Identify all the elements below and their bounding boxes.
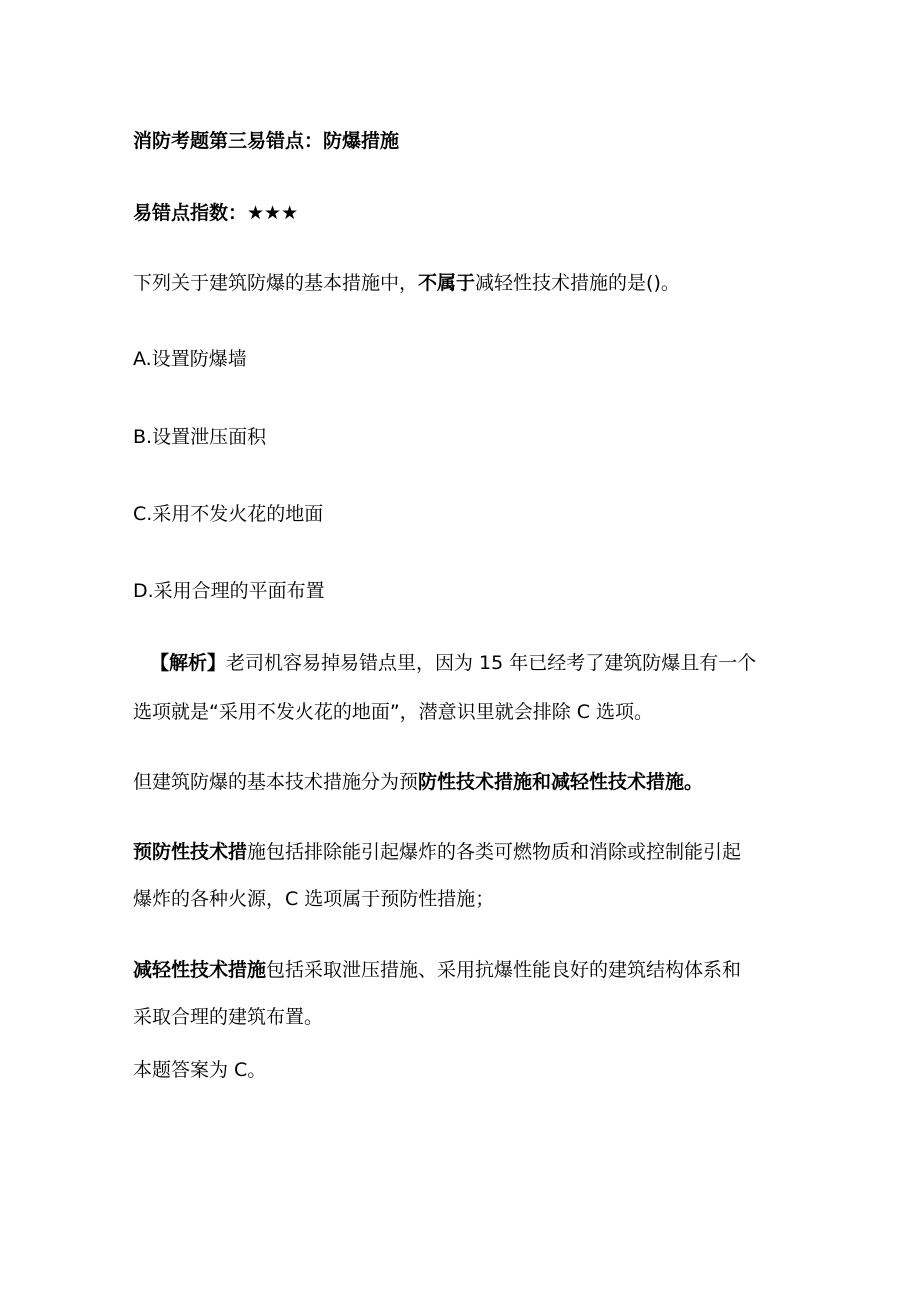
answer-text: 本题答案为 C。 [133, 1059, 267, 1081]
question-suffix: 减轻性技术措施的是()。 [475, 272, 680, 294]
difficulty-label: 易错点指数： [133, 202, 248, 224]
paragraph-prevention-line-1 [133, 840, 793, 864]
analysis-line-2: 选项就是“采用不发火花的地面”，潜意识里就会排除 C 选项。 [133, 701, 654, 723]
option-a: A.设置防爆墙 [133, 348, 247, 370]
option-c: C.采用不发火花的地面 [133, 503, 324, 525]
paragraph-mitigation-line-2: 采取合理的建筑布置。 [133, 1006, 324, 1028]
difficulty-rating [133, 201, 793, 225]
question-emphasis: 不属于 [418, 272, 476, 294]
analysis-label: 【解析】 [150, 652, 227, 674]
prevention-text-1: 施包括排除能引起爆炸的各类可燃物质和消除或控制能引起 [247, 841, 742, 863]
option-b: B.设置泄压面积 [133, 426, 267, 448]
paragraph-prevention-line-2: 爆炸的各种火源，C 选项属于预防性措施； [133, 888, 495, 910]
option-d: D.采用合理的平面布置 [133, 580, 325, 602]
paragraph-categories-prefix: 但建筑防爆的基本技术措施分为预 [133, 771, 419, 793]
analysis-text-1: 老司机容易掉易错点里，因为 15 年已经考了建筑防爆且有一个 [226, 652, 757, 674]
paragraph-mitigation-line-1 [133, 958, 793, 982]
analysis-line-1 [150, 651, 810, 675]
mitigation-text-1: 包括采取泄压措施、采用抗爆性能良好的建筑结构体系和 [266, 959, 742, 981]
difficulty-stars: ★★★ [247, 202, 299, 224]
paragraph-categories [133, 770, 793, 794]
paragraph-categories-emphasis: 防性技术措施和减轻性技术措施。 [418, 771, 704, 793]
prevention-heading: 预防性技术措 [133, 841, 248, 863]
question-text [133, 271, 793, 295]
mitigation-heading: 减轻性技术措施 [133, 959, 267, 981]
page-title: 消防考题第三易错点：防爆措施 [133, 130, 400, 152]
question-prefix: 下列关于建筑防爆的基本措施中， [133, 272, 419, 294]
